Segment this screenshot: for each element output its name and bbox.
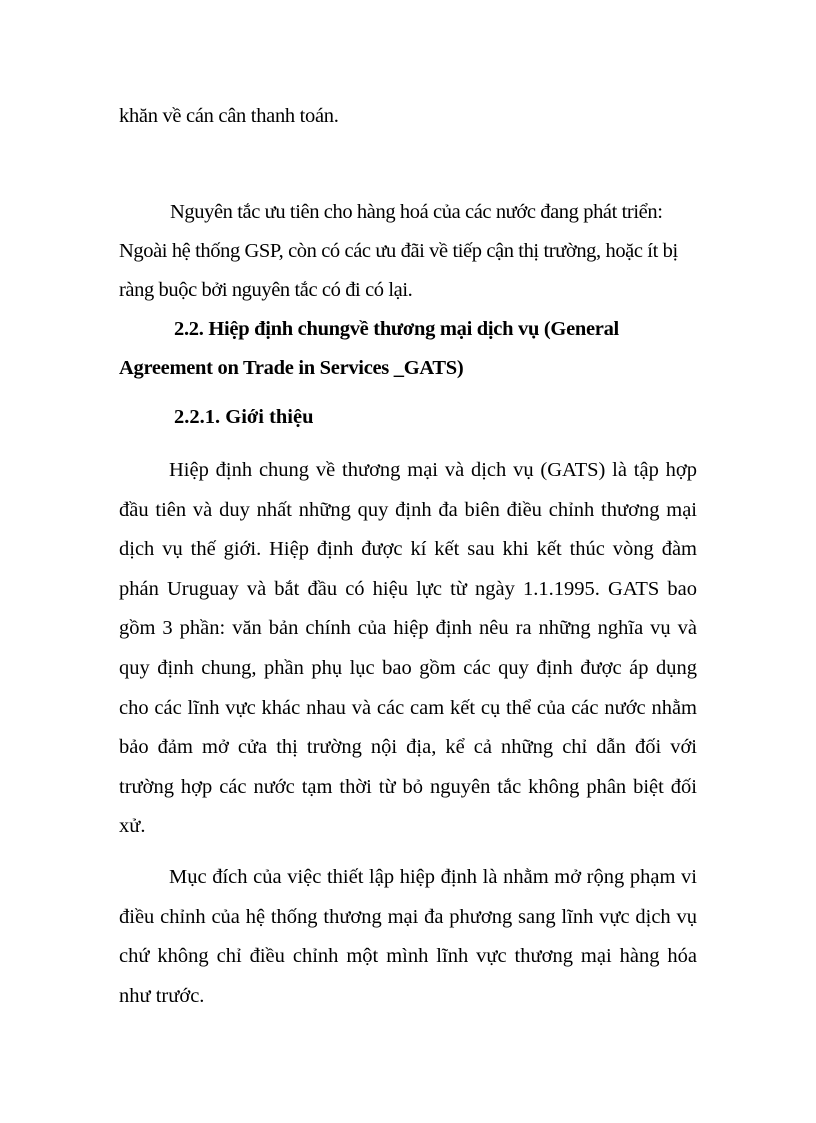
paragraph-agreement-purpose: Mục đích của việc thiết lập hiệp định là nhằm mở rộng phạm vi điều chỉnh của hệ thống thương mại đa phương sang lĩnh vực dịch vụ chứ không chỉ điều chỉnh một mình lĩnh vực thương mại hàng hóa như trước.: [119, 866, 697, 1007]
paragraph-gsp-preference: Nguyên tắc ưu tiên cho hàng hoá của các nước đang phát triển: Ngoài hệ thống GSP, còn có các ưu đãi về tiếp cận thị trường, hoặc ít bị ràng buộc bởi nguyên tắc có đi có lại.: [119, 201, 678, 301]
paragraph-gats-introduction: Hiệp định chung về thương mại và dịch vụ (GATS) là tập hợp đầu tiên và duy nhất những quy định đa biên điều chỉnh thương mại dịch vụ thế giới. Hiệp định được kí kết sau khi kết thúc vòng đàm phán Uruguay và bắt đầu có hiệu lực từ ngày 1.1.1995. GATS bao gồm 3 phần: văn bản chính của hiệp định nêu ra những nghĩa vụ và quy định chung, phần phụ lục bao gồm các quy định được áp dụng cho các lĩnh vực khác nhau và các cam kết cụ thể của các nước nhằm bảo đảm mở cửa thị trường nội địa, kể cả những chỉ dẫn đối với trường hợp các nước tạm thời từ bỏ nguyên tắc không phân biệt đối xử.: [119, 459, 697, 838]
section-heading-2-2: 2.2. Hiệp định chungvề thương mại dịch vụ (General Agreement on Trade in Services _GATS): [119, 318, 619, 379]
subsection-heading-2-2-1: 2.2.1. Giới thiệu: [174, 406, 314, 428]
paragraph-continuation: khăn về cán cân thanh toán.: [119, 105, 339, 127]
